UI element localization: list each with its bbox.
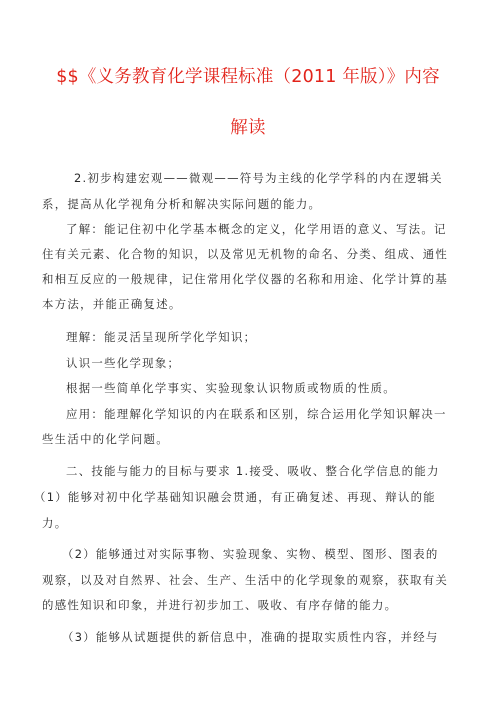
body-line-1: 2.初步构建宏观——微观——符号为主线的化学学科的内在逻辑关 [74, 171, 443, 185]
body-line-14: 力。 [42, 516, 68, 530]
body-line-4: 住有关元素、化合物的知识，以及常见无机物的命名、分类、组成、通性 [42, 247, 449, 261]
body-line-11: 些生活中的化学问题。 [42, 432, 169, 446]
body-line-18: （3）能够从试题提供的新信息中，准确的提取实质性内容，并经与 [62, 630, 439, 644]
body-line-17: 的感性知识和印象，并进行初步加工、吸收、有序存储的能力。 [42, 598, 398, 612]
body-line-15: （2）能够通过对实际事物、实验现象、实物、模型、图形、图表的 [62, 547, 439, 561]
body-line-13: （1）能够对初中化学基础知识融会贯通，有正确复述、再现、辩认的能 [34, 490, 436, 504]
document-title-line-2: 解读 [230, 118, 266, 138]
body-line-2: 系，提高从化学视角分析和解决实际问题的能力。 [42, 197, 322, 211]
body-line-6: 本方法，并能正确复述。 [42, 297, 182, 311]
body-line-16: 观察，以及对自然界、社会、生产、生活中的化学现象的观察，获取有关 [42, 573, 449, 587]
body-line-5: 和相互反应的一般规律，记住常用化学仪器的名称和用途、化学计算的基 [42, 272, 449, 286]
body-line-8: 认识一些化学现象； [66, 356, 181, 370]
body-line-10: 应用：能理解化学知识的内在联系和区别，综合运用化学知识解决一 [66, 407, 447, 421]
document-title-line-1: $$《义务教育化学课程标准（2011 年版）》内容 [56, 67, 440, 87]
body-line-12: 二、技能与能力的目标与要求 1.接受、吸收、整合化学信息的能力 [66, 464, 440, 478]
body-line-9: 根据一些简单化学事实、实验现象认识物质或物质的性质。 [66, 381, 396, 395]
body-line-7: 理解：能灵活呈现所学化学知识； [66, 330, 257, 344]
body-line-3: 了解：能记住初中化学基本概念的定义，化学用语的意义、写法。记 [66, 222, 447, 236]
